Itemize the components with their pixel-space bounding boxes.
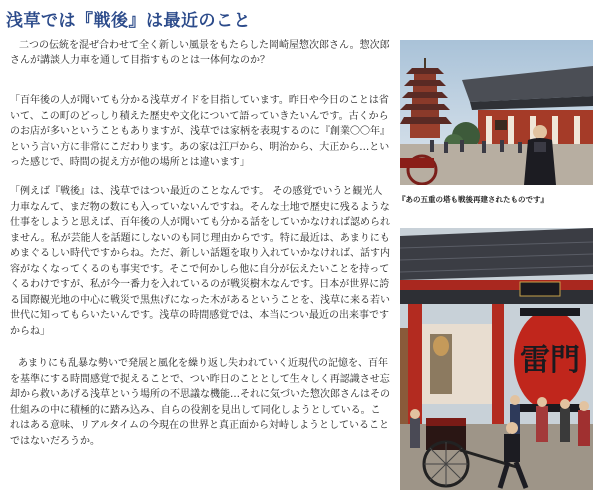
quote-paragraph-1 — [10, 93, 390, 171]
paragraph-text: あまりにも乱暴な勢いで発展と風化を繰り返し失われていく近現代の記憶を、百年を基準にする時間感覚で捉えることで、つい昨日のこととして生々しく再認識させ忘却から救いあげる浅草という場所の不思議な機能…それに気づいた惣次郎さんはその仕組みの中に積極的に踏み込み、自らの役割を見出して同化しようとしている。これはある意味、リアルタイムの今現在の世界と真正面から対峙しようとしていることではないだろうか。 — [10, 358, 390, 447]
lead-paragraph: 二つの伝統を混ぜ合わせて全く新しい風景をもたらした岡崎屋惣次郎さん。惣次郎さんが講談人力車を通して目指すものとは一体何なのか？ — [10, 40, 390, 66]
kaminarimon-gate-photo — [400, 228, 593, 490]
photo-caption: 『あの五重の塔も戦後再建されたものです』 — [398, 195, 548, 204]
page-title: 浅草では『戦後』は最近のこと — [6, 11, 251, 31]
kaminarimon-illustration — [400, 228, 593, 490]
lead-text — [10, 38, 390, 68]
paragraph-text: 「例えば『戦後』は、浅草ではつい最近のことなんです。 その感覚でいうと観光人力車なんて、まだ物の数にも入っていないんですね。そんな土地で歴史に残るような仕事をしようと思えば、百年後の人が聞いても分かる話をしていかなければ認められません。私が芸能人を話題にしないのも同じ理由からです。特に最近は、あまりにもめまぐるしい時代ですからね。ただ、新しい話題を取り入れていかなければ、話す内容がなくなってくるのも事実です。そこで何かしら他に自分が伝えたいことを持ってくるわけですが、私が今一番力を入れているのが戦災樹木なんです。日本が世界に誇る国際観光地の中心に戦災で黒焦げになった木があるということを、浅草に来る若い世代に知ってもらいたいんです。浅草の時間感覚では、本当につい最近の出来事ですからね」 — [10, 186, 390, 337]
paragraph-text: 「百年後の人が聞いても分かる浅草ガイドを目指しています。昨日や今日のことは省いて、この町のどっしり積えた歴史や文化について語っていきたいんです。古くからのお店が多いということもありますが、浅草では家柄を表現するのに『創業〇〇年』という言い方に非常にこだわります。あの家は江戸から、明治から、大正から…といった感じで、時間の捉え方が他の場所とは違います」 — [10, 95, 390, 168]
lantern-text: 雷門 — [520, 343, 580, 378]
pagoda-temple-illustration — [400, 40, 593, 185]
pagoda-temple-photo — [400, 40, 593, 185]
narrative-paragraph — [10, 356, 390, 449]
quote-paragraph-2 — [10, 184, 390, 339]
